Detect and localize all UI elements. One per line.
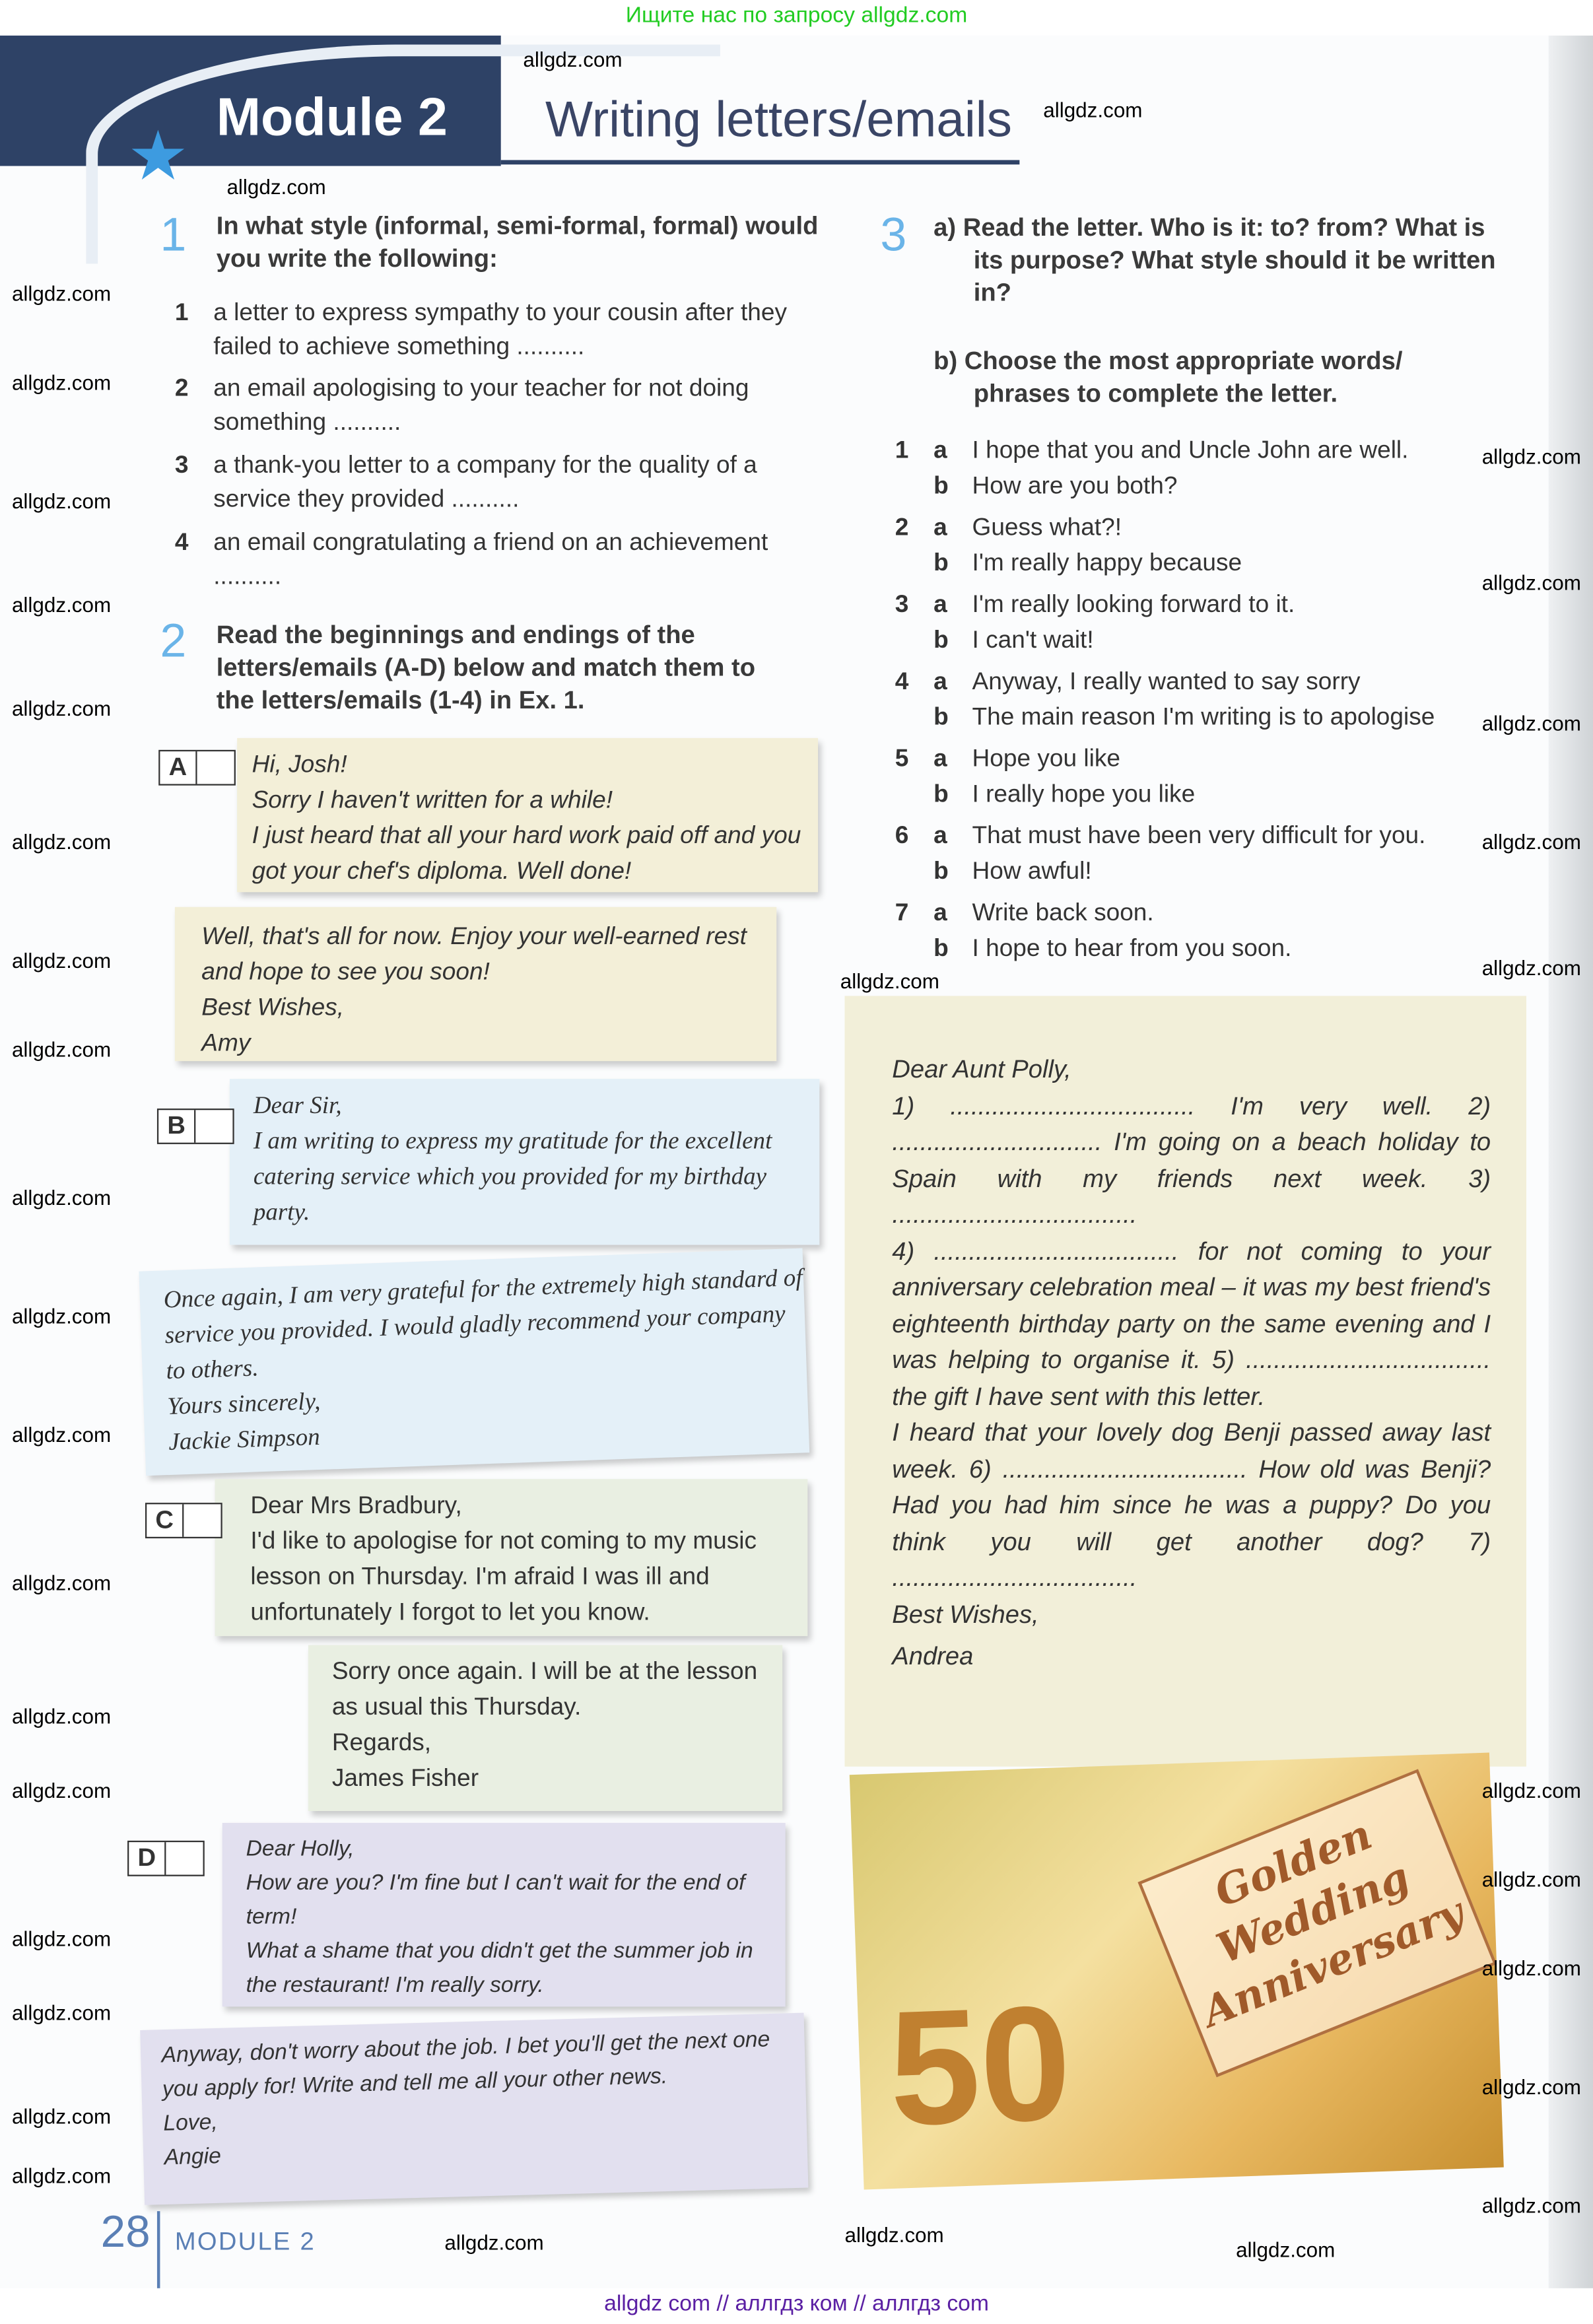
watermark: allgdz.com — [226, 174, 326, 199]
option-letter: a — [933, 514, 947, 541]
option-letter: b — [933, 473, 949, 500]
option-letter: a — [933, 437, 947, 464]
answer-box-d[interactable]: D — [127, 1841, 205, 1876]
answer-box-a[interactable]: A — [158, 750, 236, 786]
module-label: Module 2 — [216, 86, 448, 147]
option-number: 5 — [895, 745, 909, 772]
watermark: allgdz.com — [11, 1704, 112, 1728]
watermark: allgdz.com — [840, 969, 939, 993]
watermark: allgdz.com — [1043, 98, 1143, 122]
answer-box-c[interactable]: C — [145, 1503, 222, 1538]
top-banner: Ищите нас по запросу allgdz.com — [625, 3, 968, 28]
note-c-ending: Sorry once again. I will be at the lesson as usual this Thursday. Regards, James Fisher — [308, 1645, 782, 1811]
option-letter: b — [933, 549, 949, 577]
option-letter: b — [933, 935, 949, 962]
watermark: allgdz.com — [1481, 570, 1581, 595]
option-number: 3 — [895, 591, 909, 619]
option-text: I hope that you and Uncle John are well. — [972, 437, 1409, 464]
page-number: 28 — [100, 2208, 151, 2257]
note-b-beginning: Dear Sir, I am writing to express my gratitude for the excellent catering service which you provided for my birthday party. — [230, 1079, 819, 1245]
option-text: How awful! — [972, 858, 1092, 885]
watermark: allgdz.com — [11, 370, 112, 395]
option-letter: a — [933, 822, 947, 850]
watermark: allgdz.com — [1481, 2193, 1581, 2218]
bottom-banner: allgdz com // аллгдз ком // аллгдз com — [604, 2291, 989, 2317]
option-number: 6 — [895, 822, 909, 850]
ex1-question: In what style (informal, semi-formal, formal) would you write the following: — [216, 211, 819, 273]
option-text: I hope to hear from you soon. — [972, 935, 1292, 962]
watermark: allgdz.com — [1481, 2074, 1581, 2099]
option-letter: b — [933, 780, 949, 808]
note-d-ending: Anyway, don't worry about the job. I bet you'll get the next one you apply for! Write and tell me all your other news. Love, Angie — [140, 2013, 808, 2205]
watermark: allgdz.com — [844, 2223, 944, 2247]
option-letter: b — [933, 858, 949, 885]
watermark: allgdz.com — [11, 830, 112, 854]
footer-divider — [157, 2211, 160, 2288]
watermark: allgdz.com — [444, 2230, 544, 2255]
watermark: allgdz.com — [1481, 1867, 1581, 1892]
letter-text: Dear Aunt Polly, 1) ................................... I'm very well. 2) .............................. I'm going on a beach holiday to Spain with my friends next week. 3) ................................... 4) ................................... for not coming to your anniversary celebration meal – it was my best friend's eighteenth birthday party on the same evening and I was helping to organise it. 5) ................................... the gift I have sent with this letter. I heard that your lovely dog Benji passed away last week. 6) ................................... How old was Benji? Had you had him since he was a puppy? Do you think you will get another dog? 7) ................................... Best Wishes, Andrea — [892, 1055, 1491, 1670]
watermark: allgdz.com — [11, 489, 112, 513]
option-number: 7 — [895, 899, 909, 926]
option-letter: a — [933, 668, 947, 695]
option-text: Hope you like — [972, 745, 1120, 772]
option-text: Write back soon. — [972, 899, 1154, 926]
anniversary-card-image — [850, 1752, 1504, 2189]
note-b-ending: Once again, I am very grateful for the extremely high standard of service you provided. I would gladly recommend your company to others. Yours sincerely, Jackie Simpson — [139, 1248, 809, 1476]
option-text: I'm really looking forward to it. — [972, 591, 1295, 619]
watermark: allgdz.com — [11, 2000, 112, 2025]
option-number: 2 — [895, 514, 909, 541]
ex3-question-b: b) Choose the most appropriate words/ phrases to complete the letter. — [933, 347, 1403, 408]
watermark: allgdz.com — [11, 2164, 112, 2188]
page-title: Writing letters/emails — [545, 92, 1012, 149]
ex3-question-a: a) Read the letter. Who is it: to? from? What is its purpose? What style should it be written in? — [933, 213, 1496, 307]
option-letter: a — [933, 745, 947, 772]
watermark: allgdz.com — [11, 592, 112, 617]
option-letter: b — [933, 627, 949, 654]
watermark: allgdz.com — [1481, 1778, 1581, 1802]
note-a-ending: Well, that's all for now. Enjoy your well-earned rest and hope to see you soon! Best Wishes, Amy — [175, 907, 776, 1061]
page-edge — [1549, 36, 1593, 2288]
option-text: How are you both? — [972, 473, 1178, 500]
option-letter: b — [933, 704, 949, 731]
card-text: Golden Wedding Anniversary — [1137, 1769, 1497, 2077]
watermark: allgdz.com — [1481, 711, 1581, 735]
note-d-beginning: Dear Holly, How are you? I'm fine but I can't wait for the end of term! What a shame that you didn't get the summer job in the restaurant! I'm really sorry. — [222, 1823, 786, 2006]
watermark: allgdz.com — [523, 47, 623, 71]
footer-module: MODULE 2 — [174, 2227, 316, 2256]
note-c-beginning: Dear Mrs Bradbury, I'd like to apologise for not coming to my music lesson on Thursday. I'm afraid I was ill and unfortunately I forgot to let you know. — [215, 1479, 807, 1636]
watermark: allgdz.com — [11, 1185, 112, 1210]
answer-box-b[interactable]: B — [157, 1109, 234, 1144]
watermark: allgdz.com — [1481, 1956, 1581, 1980]
watermark: allgdz.com — [11, 1778, 112, 1802]
watermark: allgdz.com — [11, 1037, 112, 1062]
watermark: allgdz.com — [11, 948, 112, 973]
option-text: I'm really happy because — [972, 549, 1242, 577]
option-letter: a — [933, 591, 947, 619]
title-underline — [501, 160, 1020, 164]
option-text: I really hope you like — [972, 780, 1196, 808]
watermark: allgdz.com — [1481, 444, 1581, 469]
watermark: allgdz.com — [1481, 955, 1581, 980]
option-text: Anyway, I really wanted to say sorry — [972, 668, 1361, 695]
ex1-item: 3 a thank-you letter to a company for the quality of a service they provided .......... — [174, 452, 757, 513]
ex1-item: 4 an email congratulating a friend on an achievement .......... — [174, 529, 768, 590]
star-icon: ★ — [127, 117, 189, 195]
watermark: allgdz.com — [11, 1422, 112, 1447]
ex2-number: 2 — [160, 613, 187, 667]
option-text: I can't wait! — [972, 627, 1094, 654]
ex1-item: 2 an email apologising to your teacher for not doing something .......... — [174, 374, 749, 436]
watermark: allgdz.com — [11, 2104, 112, 2129]
watermark: allgdz.com — [1236, 2238, 1336, 2262]
option-number: 1 — [895, 437, 909, 464]
watermark: allgdz.com — [11, 281, 112, 306]
watermark: allgdz.com — [11, 1571, 112, 1595]
option-text: The main reason I'm writing is to apologise — [972, 704, 1435, 731]
option-number: 4 — [895, 668, 909, 695]
option-text: Guess what?! — [972, 514, 1122, 541]
watermark: allgdz.com — [11, 697, 112, 720]
note-a-beginning: Hi, Josh! Sorry I haven't written for a while! I just heard that all your hard work paid off and you got your chef's diploma. Well done! — [237, 738, 818, 892]
ex1-number: 1 — [160, 207, 187, 261]
card-number: 50 — [886, 1971, 1074, 2161]
watermark: allgdz.com — [11, 1304, 112, 1328]
ex2-question: Read the beginnings and endings of the letters/emails (A-D) below and match them to the letters/emails (1-4) in Ex. 1. — [216, 621, 756, 714]
watermark: allgdz.com — [11, 1927, 112, 1951]
option-text: That must have been very difficult for you. — [972, 822, 1426, 850]
option-letter: a — [933, 899, 947, 926]
ex1-item: 1 a letter to express sympathy to your cousin after they failed to achieve something .......... — [174, 299, 788, 360]
watermark: allgdz.com — [1481, 830, 1581, 854]
ex3-number: 3 — [880, 207, 907, 261]
